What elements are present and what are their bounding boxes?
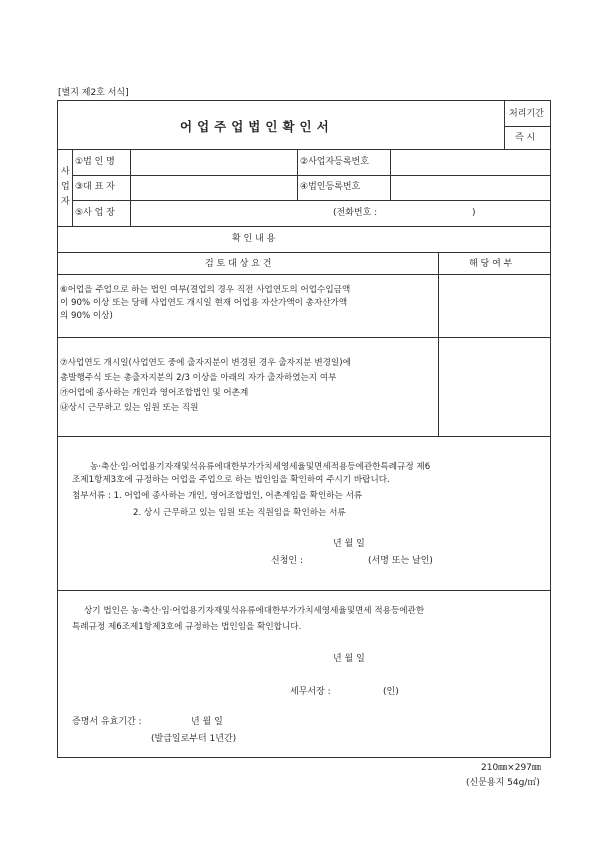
- signature-label: (서명 또는 날인): [368, 556, 433, 566]
- corp-reg-no-field[interactable]: [391, 176, 549, 199]
- frame-right: [550, 100, 551, 758]
- frame-bottom: [57, 757, 551, 758]
- corp-name-field[interactable]: [131, 150, 296, 174]
- biz-reg-no-label: ②사업자등록번호: [300, 157, 369, 167]
- application-line-2: 조제1항제3호에 규정하는 어업을 주업으로 하는 법인임을 확인하여 주시기 바랍니다.: [72, 475, 390, 485]
- validity-note: (발급일로부터 1년간): [151, 734, 237, 744]
- applicant-col-line: [72, 149, 73, 226]
- processing-mid-line: [504, 126, 550, 127]
- applicant-label: 신청인 :: [271, 556, 303, 566]
- req7-applicability-field[interactable]: [439, 338, 549, 435]
- seal-label: (인): [383, 687, 399, 697]
- req7-line-1: ⑦사업연도 개시일(사업연도 중에 출자지분이 변경된 경우 출자지분 변경일)에: [60, 358, 351, 368]
- validity-date: 년 월 일: [191, 717, 223, 727]
- req6-line-1: ⑥어업을 주업으로 하는 법인 여부(결업의 경우 직전 사업연도의 어업수입금액: [60, 285, 351, 295]
- req7-line-2: 총발행주식 또는 총출자지분의 2/3 이상을 아래의 자가 출자하였는지 여부: [60, 373, 337, 383]
- req6-applicability-field[interactable]: [439, 275, 549, 336]
- req7-line-3: ㉮어업에 종사하는 개인과 영어조합법인 및 어촌계: [60, 388, 249, 398]
- processing-divider: [504, 100, 505, 149]
- review-header: 검 토 대 상 요 건: [205, 259, 272, 269]
- applicability-header: 해 당 여 부: [469, 259, 513, 269]
- row-line-9: [57, 590, 551, 591]
- paper-spec: (신문용지 54g/㎡): [466, 778, 540, 788]
- processing-period-value: 즉 시: [515, 133, 536, 143]
- application-date: 년 월 일: [333, 539, 365, 549]
- frame-top: [57, 100, 551, 101]
- confirmation-header: 확 인 내 용: [232, 234, 276, 244]
- row-line-8: [57, 436, 551, 437]
- applicant-name-field[interactable]: [312, 553, 364, 567]
- corp-name-label: ①법 인 명: [75, 157, 115, 167]
- certification-line-1: 상기 법인은 농·축산·임·어업용기자재및석유류에대한부가가치세영세율및면세 적용등에관한: [84, 606, 425, 616]
- validity-label: 증명서 유효기간 :: [72, 717, 142, 727]
- paper-size: 210㎜×297㎜: [481, 763, 541, 773]
- certification-line-2: 특례규정 제6조제1항제3호에 규정하는 법인임을 확인합니다.: [72, 622, 302, 632]
- frame-left: [57, 100, 58, 758]
- corp-reg-no-label: ④법인등록번호: [300, 182, 361, 192]
- certification-date: 년 월 일: [333, 654, 365, 664]
- form-title: 어업주업법인확인서: [180, 119, 334, 134]
- representative-field[interactable]: [131, 176, 296, 199]
- biz-reg-no-field[interactable]: [391, 150, 549, 174]
- applicant-label-1: 사: [61, 167, 70, 177]
- form-tag: [별지 제2호 서식]: [58, 88, 129, 98]
- req6-line-2: 이 90% 이상 또는 당해 사업연도 개시일 현재 어업용 자산가액이 총자산가액: [60, 298, 348, 308]
- representative-label: ③대 표 자: [75, 182, 115, 192]
- attachment-2: 2. 상시 근무하고 있는 임원 또는 직원임을 확인하는 서류: [133, 508, 346, 518]
- workplace-label: ⑤사 업 장: [75, 208, 115, 218]
- row-line-4: [57, 226, 551, 227]
- phone-close: ): [472, 208, 476, 218]
- row-line-5: [57, 252, 551, 253]
- tax-office-head-label: 세무서장 :: [290, 687, 331, 697]
- attachment-1: 첨부서류 : 1. 어업에 종사하는 개인, 영어조합법인, 어촌계임을 확인하는 서류: [72, 491, 363, 501]
- req6-line-3: 의 90% 이상): [60, 311, 113, 321]
- applicant-label-2: 업: [61, 182, 70, 192]
- applicant-label-3: 자: [61, 197, 70, 207]
- application-line-1: 농·축산·임·어업용기자재및석유류에대한부가가치세영세율및면세적용등에관한특례규정 제6: [90, 462, 431, 472]
- phone-label: (전화번호 :: [333, 208, 378, 218]
- processing-period-label: 처리기간: [509, 109, 544, 119]
- req7-line-4: ㉯상시 근무하고 있는 임원 또는 직원: [60, 403, 199, 413]
